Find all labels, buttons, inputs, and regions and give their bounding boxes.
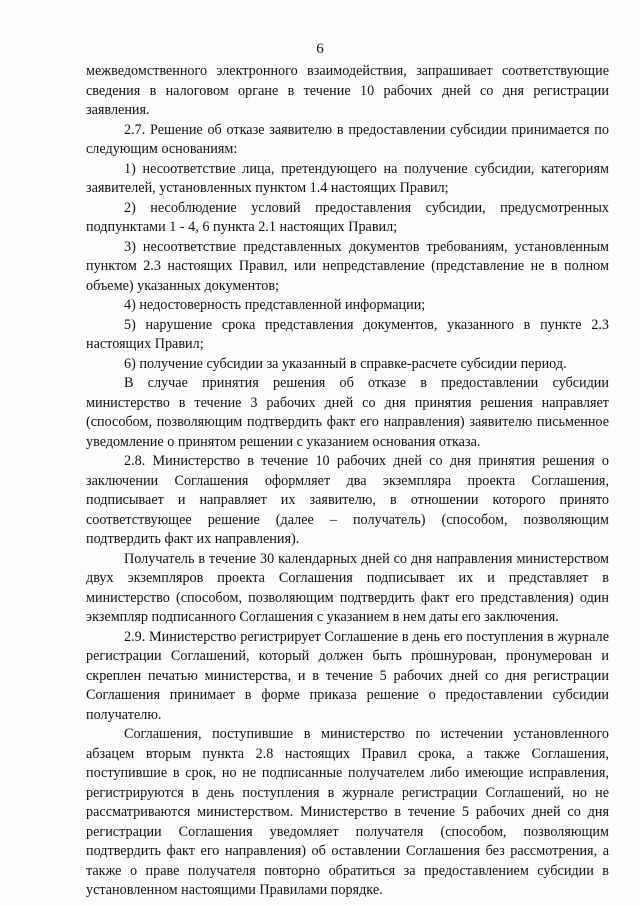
paragraph: В случае принятия решения об отказе в предоставлении субсидии министерство в течение 3 рабочих дней со дня принятия решения направляет (способом, позволяющим подтвердить факт его направления) заявителю письменное уведомление о принятом решении с указанием основания отказа. <box>86 375 609 450</box>
document-body <box>86 62 609 901</box>
paragraph: 4) недостоверность представленной информации; <box>124 297 426 313</box>
paragraph: 5) нарушение срока представления документов, указанного в пункте 2.3 настоящих Правил; <box>86 316 609 352</box>
paragraph: межведомственного электронного взаимодействия, запрашивает соответствующие сведения в налоговом органе в течение 10 рабочих дней со дня регистрации заявления. <box>86 63 609 118</box>
paragraph: Получатель в течение 30 календарных дней со дня направления министерством двух экземпляров проекта Соглашения подписывает их и представляет в министерство (способом, позволяющим подтвердить факт его представления) один экземпляр подписанного Соглашения с указанием в нем даты его заключения. <box>86 550 609 625</box>
paragraph: Соглашения, поступившие в министерство по истечении установленного абзацем вторым пункта 2.8 настоящих Правил срока, а также Соглашения, поступившие в срок, но не подписанные получателем либо имеющие исправления, регистрируются в день поступления в журнале регистрации Соглашений, но не рассматриваются министерством. Министерство в течение 5 рабочих дней со дня регистрации Соглашения уведомляет получателя (способом, позволяющим подтвердить факт его направления) об оставлении Соглашения без рассмотрения, а также о праве получателя повторно обратиться за предоставлением субсидии в установленном настоящими Правилами порядке. <box>86 726 609 898</box>
paragraph: 2) несоблюдение условий предоставления субсидии, предусмотренных подпунктами 1 - 4, 6 пункта 2.1 настоящих Правил; <box>86 199 609 235</box>
paragraph: 2.8. Министерство в течение 10 рабочих дней со дня принятия решения о заключении Соглашения оформляет два экземпляра проекта Соглашения, подписывает и направляет их заявителю, в отношении которого принято соответствующее решение (далее – получатель) (способом, позволяющим подтвердить факт их направления). <box>86 453 609 547</box>
paragraph: 1) несоответствие лица, претендующего на получение субсидии, категориям заявителей, установленных пунктом 1.4 настоящих Правил; <box>86 160 609 196</box>
page-number: 6 <box>316 41 324 57</box>
paragraph: 2.9. Министерство регистрирует Соглашение в день его поступления в журнале регистрации Соглашений, который должен быть прошнурован, пронумерован и скреплен печатью министерства, и в течение 5 рабочих дней со дня регистрации Соглашения принимает в форме приказа решение о предоставлении субсидии получателю. <box>86 628 609 723</box>
paragraph: 3) несоответствие представленных документов требованиям, установленным пунктом 2.3 настоящих Правил, или непредставление (представление не в полном объеме) указанных документов; <box>86 238 609 294</box>
paragraph: 2.7. Решение об отказе заявителю в предоставлении субсидии принимается по следующим основаниям: <box>86 121 609 157</box>
paragraph: 6) получение субсидии за указанный в справке-расчете субсидии период. <box>124 355 567 372</box>
